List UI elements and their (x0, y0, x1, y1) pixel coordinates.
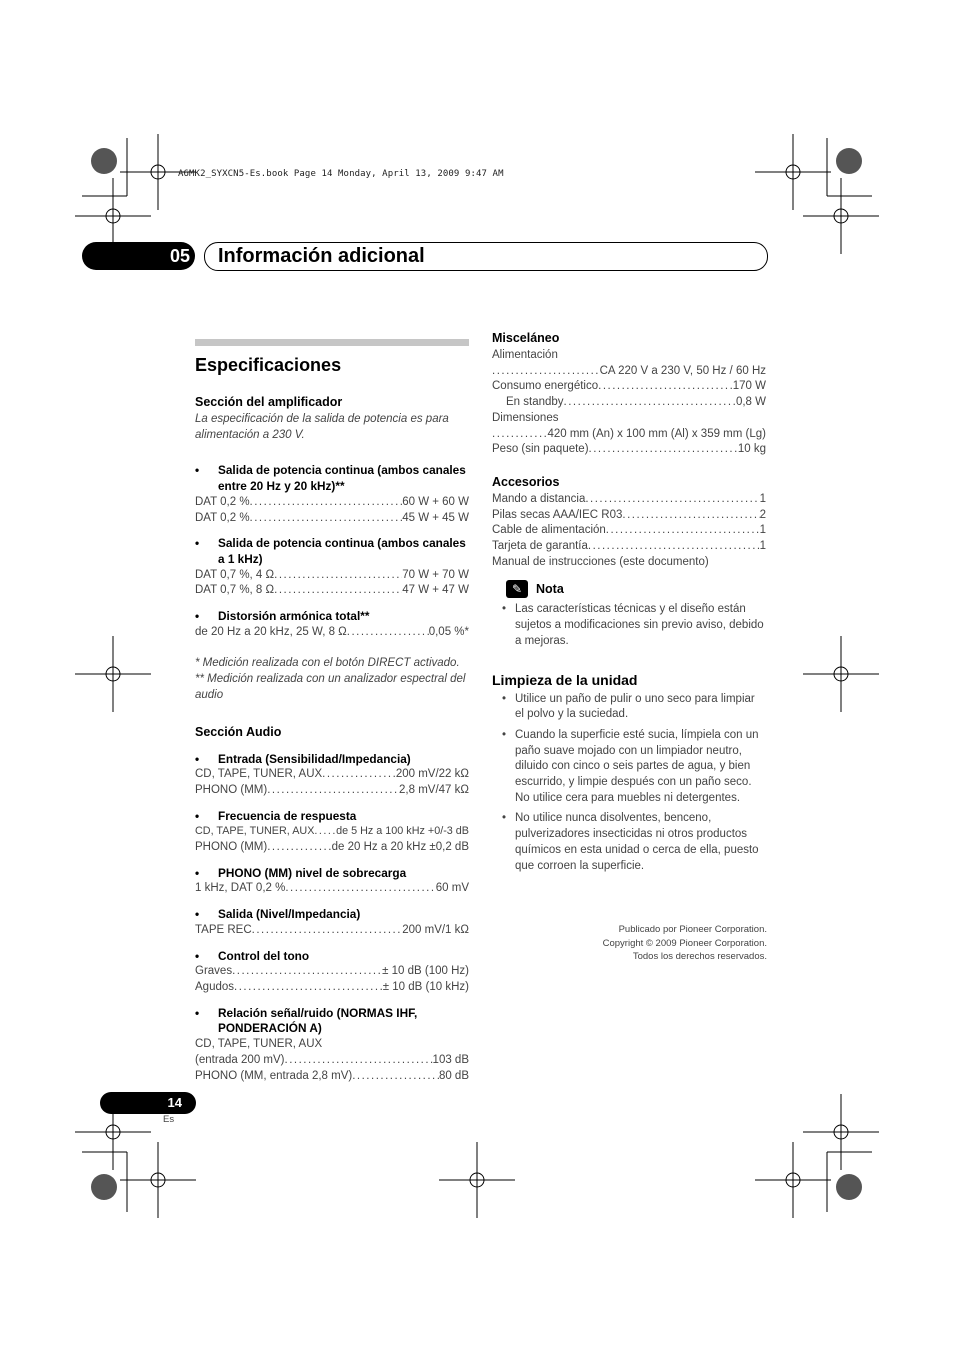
spec-row: de 20 Hz a 20 kHz, 25 W, 8 Ω ..... 0,05 %* (195, 625, 469, 641)
spec-row: Graves ..... ± 10 dB (100 Hz) (195, 964, 469, 980)
page-number: 14 (167, 1095, 182, 1110)
spec-row: PHONO (MM) ..... 2,8 mV/47 kΩ (195, 783, 469, 799)
right-column (492, 330, 766, 879)
misc-heading: Misceláneo (492, 331, 560, 345)
list-item: • Las características técnicas y el diseño están sujetos a modificaciones sin previo aviso, debido a mejoras. (492, 602, 766, 649)
spec-group-head: • Relación señal/ruido (NORMAS IHF, PONDERACIÓN A) (195, 1006, 469, 1037)
chapter-title: Información adicional (218, 245, 425, 267)
spec-group-head: • Frecuencia de respuesta (195, 809, 469, 825)
spec-row: TAPE REC ..... 200 mV/1 kΩ (195, 923, 469, 939)
accessories-heading: Accesorios (492, 474, 560, 489)
spec-row: Tarjeta de garantía ..... 1 (492, 539, 766, 555)
audio-heading: Sección Audio (195, 724, 282, 739)
left-column (195, 339, 469, 1084)
spec-group (195, 907, 469, 938)
spec-row: Peso (sin paquete) ..... 10 kg (492, 442, 766, 458)
pencil-note-icon: ✎ (506, 580, 528, 598)
amp-heading: Sección del amplificador (195, 395, 343, 409)
spec-group-head: • Distorsión armónica total** (195, 609, 469, 625)
spec-row: ..... 420 mm (An) x 100 mm (Al) x 359 mm (Lg) (492, 427, 766, 443)
spec-group (195, 866, 469, 897)
spec-group-head: • Control del tono (195, 949, 469, 965)
publisher-line: Publicado por Pioneer Corporation. (618, 924, 767, 935)
spec-row: CD, TAPE, TUNER, AUX ..... 200 mV/22 kΩ (195, 767, 469, 783)
spec-row: PHONO (MM, entrada 2,8 mV) ..... 80 dB (195, 1069, 469, 1085)
chapter-number: 05 (169, 246, 190, 266)
spec-row: Cable de alimentación ..... 1 (492, 523, 766, 539)
spec-group-head: • Salida de potencia continua (ambos canales entre 20 Hz y 20 kHz)** (195, 463, 469, 494)
spec-row: DAT 0,2 % ..... 60 W + 60 W (195, 495, 469, 511)
spec-group (195, 809, 469, 856)
spec-row: Consumo energético ..... 170 W (492, 379, 766, 395)
spec-group-head: • PHONO (MM) nivel de sobrecarga (195, 866, 469, 882)
spec-row: CD, TAPE, TUNER, AUX ..... de 5 Hz a 100 kHz +0/-3 dB (195, 824, 469, 840)
note-list (492, 602, 766, 649)
spec-group (195, 949, 469, 996)
section-title: Especificaciones (195, 355, 342, 375)
spec-row: DAT 0,2 % ..... 45 W + 45 W (195, 511, 469, 527)
power-label: Alimentación (492, 349, 558, 361)
spec-row: Pilas secas AAA/IEC R03 ..... 2 (492, 508, 766, 524)
spec-row: (entrada 200 mV) ..... 103 dB (195, 1053, 469, 1069)
spec-group-head: • Salida de potencia continua (ambos canales a 1 kHz) (195, 536, 469, 567)
rights-line: Todos los derechos reservados. (632, 951, 767, 962)
spec-group (195, 609, 469, 640)
list-item: • Cuando la superficie esté sucia, límpiela con un paño suave mojado con un limpiador neutro, diluido con cinco o seis partes de agua, y bien escurrido, y limpie después con un paño seco. No utilice cera para muebles ni detergentes. (492, 728, 766, 807)
spec-group (195, 463, 469, 526)
spec-row: PHONO (MM) ..... de 20 Hz a 20 kHz ±0,2 dB (195, 840, 469, 856)
spec-row-label: CD, TAPE, TUNER, AUX (195, 1038, 323, 1051)
book-info-line: A6MK2_SYXCN5-Es.book Page 14 Monday, April 13, 2009 9:47 AM (178, 169, 504, 179)
spec-group (195, 1006, 469, 1085)
cleaning-heading: Limpieza de la unidad (492, 671, 638, 688)
spec-row: En standby ..... 0,8 W (492, 395, 766, 411)
manual-line: Manual de instrucciones (este documento) (492, 555, 709, 568)
spec-row: 1 kHz, DAT 0,2 % ..... 60 mV (195, 881, 469, 897)
spec-group-head: • Entrada (Sensibilidad/Impedancia) (195, 752, 469, 768)
page-language: Es (163, 1114, 175, 1125)
spec-group (195, 752, 469, 799)
spec-row: Agudos ..... ± 10 dB (10 kHz) (195, 980, 469, 996)
dimensions-label: Dimensiones (492, 411, 559, 424)
publisher-info (560, 923, 767, 964)
footnote: ** Medición realizada con un analizador espectral del audio (195, 673, 466, 701)
spec-group-head: • Salida (Nivel/Impedancia) (195, 907, 469, 923)
note-label: Nota (536, 581, 564, 596)
note-header (506, 580, 766, 598)
footnote: * Medición realizada con el botón DIRECT activado. (195, 657, 460, 670)
spec-row: Mando a distancia ..... 1 (492, 492, 766, 508)
spec-row: ..... CA 220 V a 230 V, 50 Hz / 60 Hz (492, 364, 766, 380)
list-item: • Utilice un paño de pulir o uno seco para limpiar el polvo y la suciedad. (492, 692, 766, 723)
amp-intro: La especificación de la salida de potencia es para alimentación a 230 V. (195, 413, 449, 441)
cleaning-list (492, 692, 766, 875)
spec-group (195, 536, 469, 599)
spec-row: DAT 0,7 %, 4 Ω ..... 70 W + 70 W (195, 568, 469, 584)
spec-row: DAT 0,7 %, 8 Ω ..... 47 W + 47 W (195, 583, 469, 599)
list-item: • No utilice nunca disolventes, benceno, pulverizadores insecticidas ni otros productos químicos en esta unidad o cerca de ella, puesto que corroen la superficie. (492, 811, 766, 874)
copyright-line: Copyright © 2009 Pioneer Corporation. (602, 937, 767, 949)
